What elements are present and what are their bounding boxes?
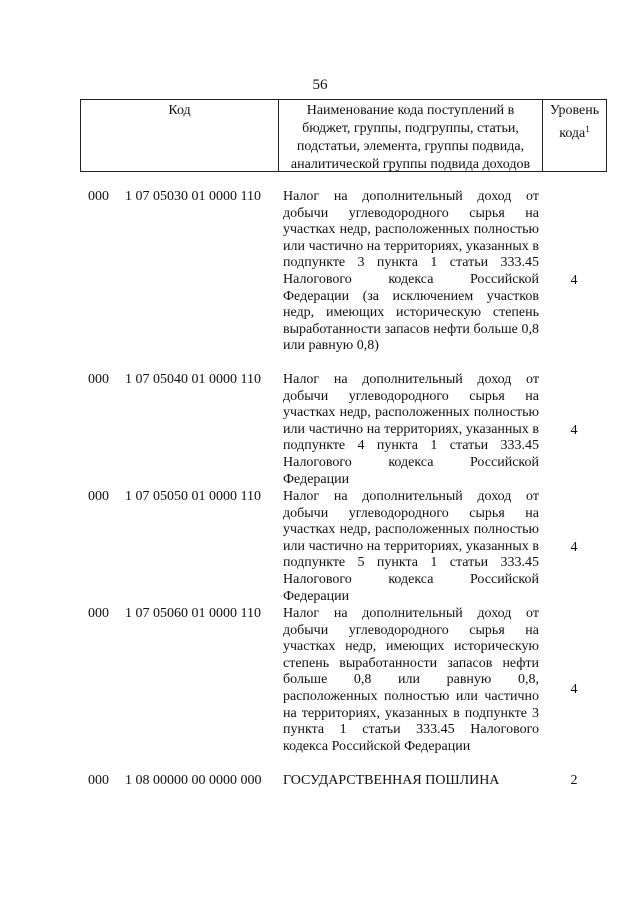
row-prefix: 000: [88, 372, 109, 387]
row-level: 4: [570, 682, 578, 697]
table-row: [0, 773, 640, 793]
table-row: [0, 372, 640, 488]
table-row: [0, 189, 640, 371]
header-name-cell: [279, 100, 543, 171]
row-code: 1 07 05030 01 0000 110: [125, 189, 261, 204]
table-header: [80, 99, 607, 172]
row-level: 4: [570, 273, 578, 288]
row-level: 4: [570, 540, 578, 555]
row-code: 1 07 05060 01 0000 110: [125, 606, 261, 621]
header-name-label: Наименование кода поступлений в бюджет, группы, подгруппы, статьи, подстатьи, элемента, группы подвида, аналитической группы подвида доходов: [290, 103, 531, 172]
header-level-footnote: 1: [585, 124, 590, 134]
row-prefix: 000: [88, 489, 109, 504]
row-level: 4: [570, 423, 578, 438]
page-number: 56: [312, 77, 328, 93]
header-code-label: Код: [168, 103, 191, 118]
row-prefix: 000: [88, 773, 109, 788]
row-level: 2: [570, 773, 578, 788]
row-code: 1 07 05050 01 0000 110: [125, 489, 261, 504]
row-name: ГОСУДАРСТВЕННАЯ ПОШЛИНА: [283, 773, 500, 788]
row-name: Налог на дополнительный доход от добычи углеводородного сырья на участках недр, имеющих историческую степень выработанности запасов нефти больше 0,8 или равную 0,8, расположенных полностью или частично на территориях, указанных в подпункте 3 пункта 1 статьи 333.45 Налогового кодекса Российской Федерации: [283, 606, 539, 754]
row-prefix: 000: [88, 606, 109, 621]
table-row: [0, 489, 640, 605]
header-code-cell: [81, 100, 279, 171]
table-row: [0, 606, 640, 772]
header-level-cell: [543, 100, 606, 171]
row-code: 1 08 00000 00 0000 000: [125, 773, 262, 788]
row-name: Налог на дополнительный доход от добычи углеводородного сырья на участках недр, расположенных полностью или частично на территориях, указанных в подпункте 5 пункта 1 статьи 333.45 Налогового кодекса Российской Федерации: [283, 489, 539, 604]
header-level-label: Уровень кода: [549, 103, 600, 141]
row-prefix: 000: [88, 189, 109, 204]
row-name: Налог на дополнительный доход от добычи углеводородного сырья на участках недр, расположенных полностью или частично на территориях, указанных в подпункте 3 пункта 1 статьи 333.45 Налогового кодекса Российской Федерации (за исключением участков недр, имеющих историческую степень выработанности запасов нефти больше 0,8 или равную 0,8): [283, 189, 539, 354]
row-name: Налог на дополнительный доход от добычи углеводородного сырья на участках недр, расположенных полностью или частично на территориях, указанных в подпункте 4 пункта 1 статьи 333.45 Налогового кодекса Российской Федерации: [283, 372, 539, 487]
row-code: 1 07 05040 01 0000 110: [125, 372, 261, 387]
